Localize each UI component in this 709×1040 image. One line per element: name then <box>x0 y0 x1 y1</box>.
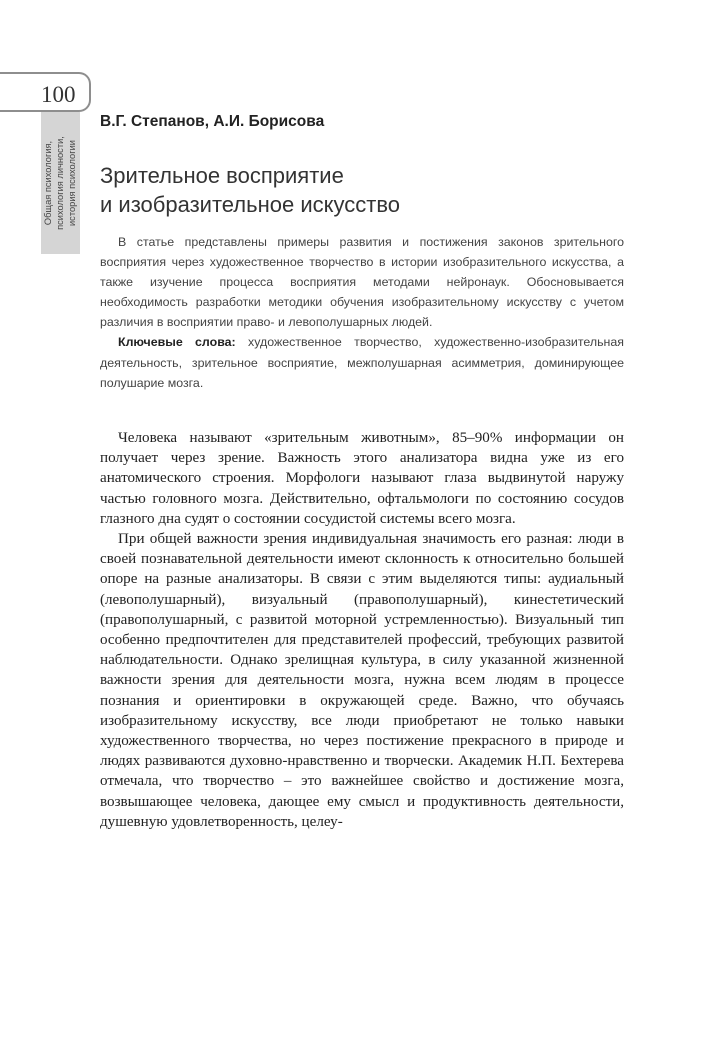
side-label-line: психология личности, <box>55 136 65 230</box>
title-line: Зрительное восприятие <box>100 162 344 188</box>
article-authors: В.Г. Степанов, А.И. Борисова <box>100 113 325 130</box>
abstract-text: В статье представлены примеры развития и постижения законов зрительного восприятия через художественное творчество в истории изобразительного искусства, а также изучение процесса восприятия методами нейронаук. Обосновывается необходимость разработки методики обучения изобразительному искусству с учетом различия в восприятии право- и левополушарных людей. <box>100 235 624 330</box>
side-label-line: Общая психология, <box>43 140 53 226</box>
body-paragraph: При общей важности зрения индивидуальная значимость его разная: люди в своей познавательной деятельности имеют склонность к относительно большей опоре на разные анализаторы. В связи с этим выделяются типы: аудиальный (левополушарный), визуальный (правополушарный), кинестетический (правополушарный, с развитой моторной устремленностью). Визуальный тип особенно предпочтителен для представителей профессий, требующих развитой наблюдательности. Однако зрелищная культура, в силу указанной жизненной важности зрения для деятельности мозга, нужна всем людям в процессе познания и ориентировки в окружающей среде. Важно, что обучаясь изобразительному искусству, все люди приобретают не только навыки художественного творчества, но через постижение прекрасного в природе и людях развиваются духовно-нравственно и творчески. Академик Н.П. Бехтерева отмечала, что творчество – это важнейшее свойство и достижение мозга, возвышающее человека, дающее ему смысл и продуктивность деятельности, душевную удовлетворенность, целеу- <box>100 531 624 830</box>
article-title <box>100 161 400 219</box>
abstract-block <box>100 232 624 393</box>
body-paragraph: Человека называют «зрительным животным», 85–90% информации он получает через зрение. Важность этого анализатора видна уже из его анатомического строения. Морфологи называют глаза выдвинутой наружу частью головного мозга. Действительно, офтальмологи по состоянию сосудов глазного дна судят о состоянии сосудистой системы всего мозга. <box>100 430 624 527</box>
keywords-paragraph <box>100 332 624 392</box>
side-label-line: история психологии <box>67 140 77 227</box>
keywords-label: Ключевые слова: <box>118 335 236 350</box>
section-side-label <box>42 112 78 254</box>
page-number: 100 <box>41 82 76 107</box>
keywords-text: художественное творчество, художественно-изобразительная деятельность, зрительное восприятие, межполушарная асимметрия, доминирующее полушарие мозга. <box>100 335 624 390</box>
title-line: и изобразительное искусство <box>100 191 400 217</box>
article-body <box>100 428 624 832</box>
